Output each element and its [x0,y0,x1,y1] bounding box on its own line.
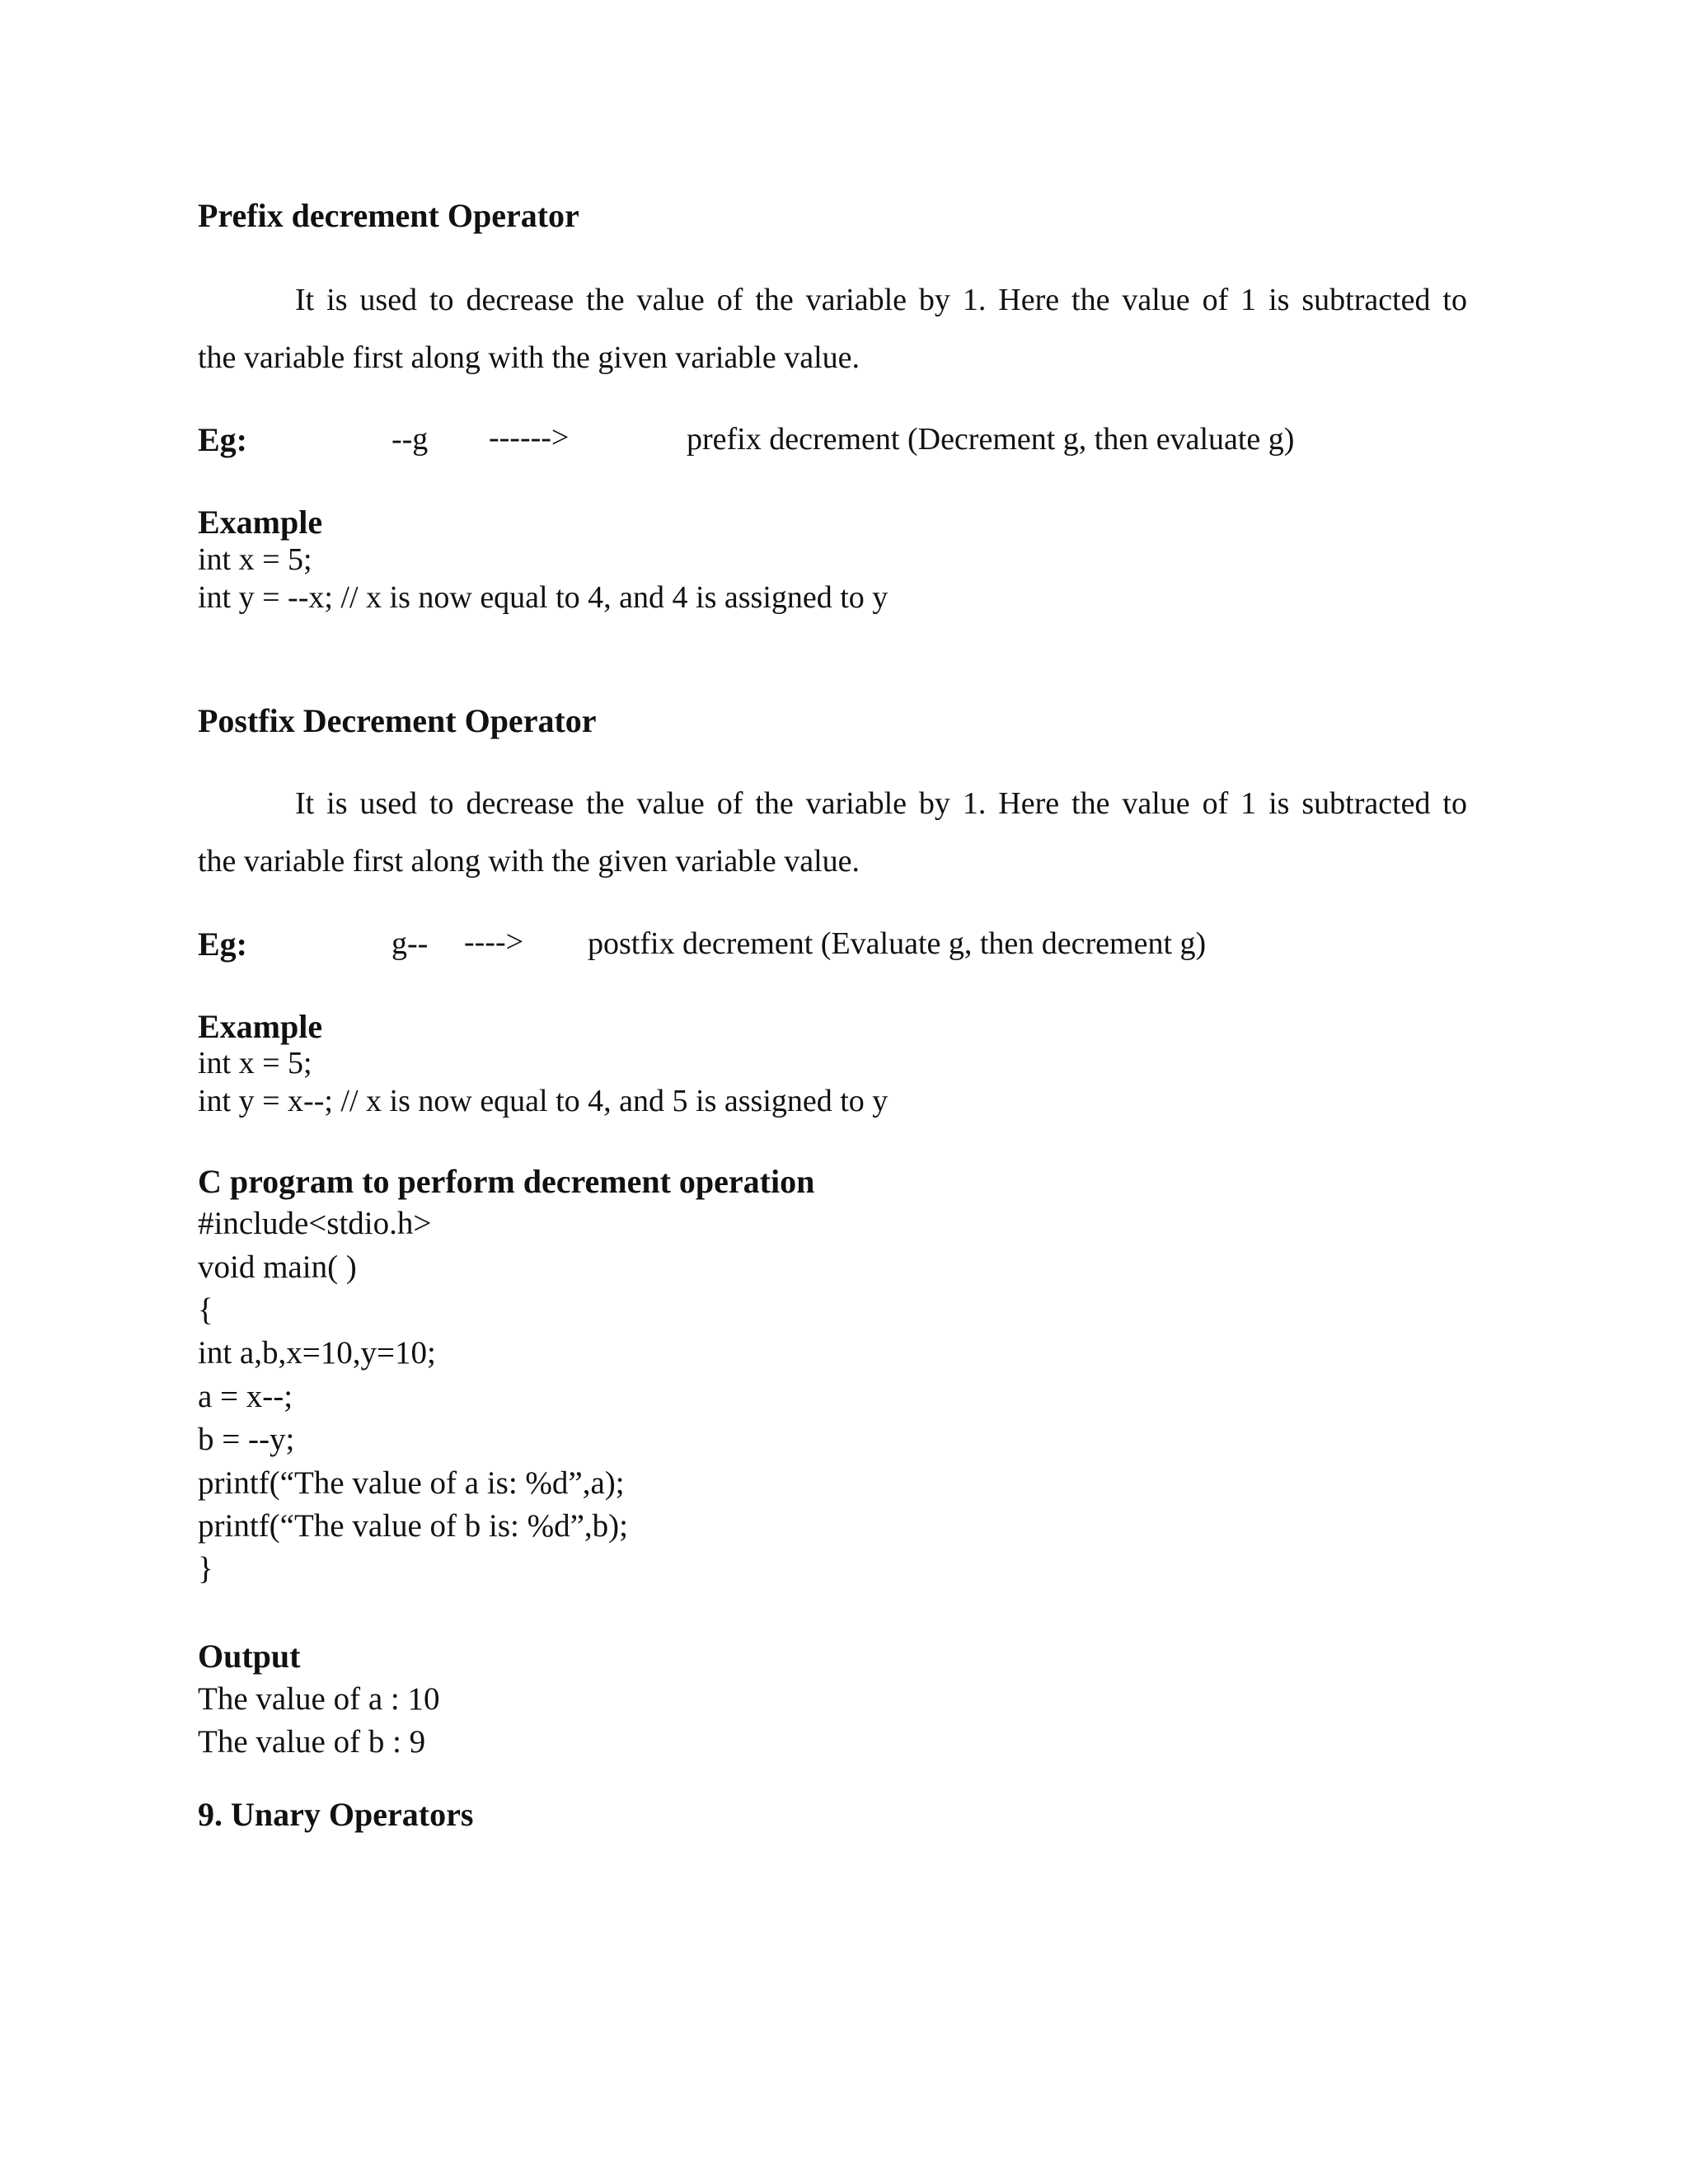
postfix-example-line-2: int y = x--; // x is now equal to 4, and 5 is assigned to y [198,1084,889,1118]
code-line-1: #include<stdio.h> [198,1206,432,1241]
code-line-3: { [198,1292,213,1328]
postfix-example-heading: Example [198,1008,323,1045]
prefix-example-line-1: int x = 5; [198,542,312,577]
output-heading: Output [198,1638,301,1675]
code-line-9: } [198,1551,213,1586]
code-line-6: b = --y; [198,1422,295,1457]
code-line-7: printf(“The value of a is: %d”,a); [198,1465,625,1501]
prefix-eg-expression: --g [392,422,429,457]
prefix-heading: Prefix decrement Operator [198,197,579,234]
output-line-1: The value of a : 10 [198,1681,440,1717]
code-line-8: printf(“The value of b is: %d”,b); [198,1508,628,1544]
postfix-eg-expression: g-- [392,926,429,961]
code-line-5: a = x--; [198,1379,293,1414]
postfix-paragraph-line-2: the variable first along with the given variable value. [198,844,860,879]
prefix-paragraph-line-1: It is used to decrease the value of the variable by 1. Here the value of 1 is subtracted to [295,283,1467,317]
prefix-eg-label: Eg: [198,421,247,458]
prefix-example-heading: Example [198,504,323,541]
postfix-heading: Postfix Decrement Operator [198,702,597,739]
program-heading: C program to perform decrement operation [198,1163,815,1200]
postfix-paragraph-line-1: It is used to decrease the value of the variable by 1. Here the value of 1 is subtracted to [295,786,1467,821]
output-line-2: The value of b : 9 [198,1724,426,1760]
code-line-4: int a,b,x=10,y=10; [198,1335,436,1371]
postfix-eg-arrow: ----> [464,925,524,959]
prefix-eg-description: prefix decrement (Decrement g, then evaluate g) [687,422,1295,457]
postfix-example-line-1: int x = 5; [198,1046,312,1080]
prefix-paragraph-line-2: the variable first along with the given variable value. [198,340,860,375]
postfix-eg-description: postfix decrement (Evaluate g, then decrement g) [588,926,1207,961]
prefix-example-line-2: int y = --x; // x is now equal to 4, and 4 is assigned to y [198,580,889,615]
code-line-2: void main( ) [198,1249,357,1285]
prefix-eg-arrow: ------> [489,420,570,455]
unary-operators-heading: 9. Unary Operators [198,1796,474,1833]
postfix-eg-label: Eg: [198,926,247,963]
